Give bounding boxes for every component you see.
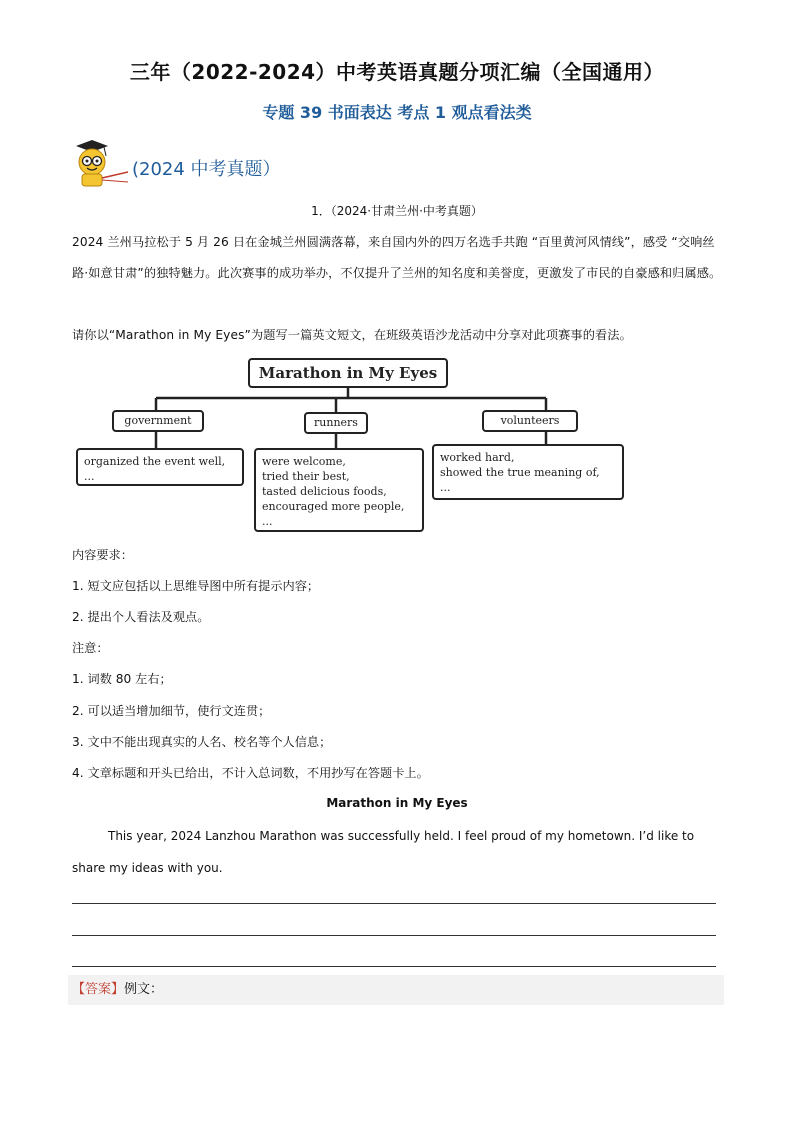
- answer-tag: 【答案】: [72, 982, 125, 997]
- answer-line: [72, 903, 716, 904]
- answer-line: [72, 935, 716, 936]
- branch-line: tried their best,: [262, 470, 350, 483]
- requirements-heading: 内容要求：: [72, 548, 133, 562]
- answer-line: [72, 966, 716, 967]
- graduate-cartoon-icon: [70, 138, 130, 190]
- branch-box-volunteers: [432, 444, 624, 500]
- note-item: 2. 可以适当增加细节，使行文连贯；: [72, 704, 271, 718]
- note-item: 4. 文章标题和开头已给出，不计入总词数，不用抄写在答题卡上。: [72, 766, 429, 780]
- question-intro: 2024 兰州马拉松于 5 月 26 日在金城兰州圆满落幕，来自国内外的四万名选手共跑 “百里黄河风情线”，感受 “交响丝路·如意甘肃”的独特魅力。此次赛事的成功举办，不仅提升了兰州的知名度和美誉度，更激发了市民的自豪感和归属感。: [72, 235, 722, 280]
- branch-line: tasted delicious foods,: [262, 485, 387, 498]
- note-item: 1. 词数 80 左右；: [72, 672, 172, 686]
- branch-line: ...: [84, 470, 95, 483]
- branch-line: were welcome,: [262, 455, 346, 468]
- mind-map-title: Marathon in My Eyes: [248, 358, 448, 388]
- essay-opening: This year, 2024 Lanzhou Marathon was successfully held. I feel proud of my hometown. I’d like to share my ideas with you.: [72, 829, 695, 875]
- branch-box-runners: [254, 448, 424, 532]
- branch-label-runners: runners: [304, 412, 368, 434]
- branch-label-government: government: [112, 410, 204, 432]
- branch-label-volunteers: volunteers: [482, 410, 578, 432]
- branch-line: showed the true meaning of,: [440, 466, 600, 479]
- branch-line: ...: [262, 515, 273, 528]
- question-task: 请你以“Marathon in My Eyes”为题写一篇英文短文，在班级英语沙龙活动中分享对此项赛事的看法。: [72, 328, 632, 342]
- section-label: (2024 中考真题）: [132, 159, 281, 180]
- note-item: 3. 文中不能出现真实的人名、校名等个人信息；: [72, 735, 332, 749]
- branch-line: ...: [440, 481, 451, 494]
- notes-heading: 注意：: [72, 641, 109, 655]
- answer-block: [68, 975, 724, 1005]
- branch-box-government: [76, 448, 244, 486]
- page-title: 三年（2022-2024）中考英语真题分项汇编（全国通用）: [129, 60, 665, 84]
- branch-line: organized the event well,: [84, 455, 226, 468]
- page-subtitle: 专题 39 书面表达 考点 1 观点看法类: [262, 103, 532, 122]
- essay-title: Marathon in My Eyes: [326, 796, 468, 810]
- requirement-item: 2. 提出个人看法及观点。: [72, 610, 210, 624]
- requirement-item: 1. 短文应包括以上思维导图中所有提示内容；: [72, 579, 320, 593]
- section-header: [70, 138, 281, 190]
- answer-text: 例文：: [124, 982, 164, 997]
- mind-map: [72, 352, 632, 534]
- branch-line: worked hard,: [440, 451, 515, 464]
- question-number: 1．（2024·甘肃兰州·中考真题）: [311, 204, 483, 218]
- branch-line: encouraged more people,: [262, 500, 405, 513]
